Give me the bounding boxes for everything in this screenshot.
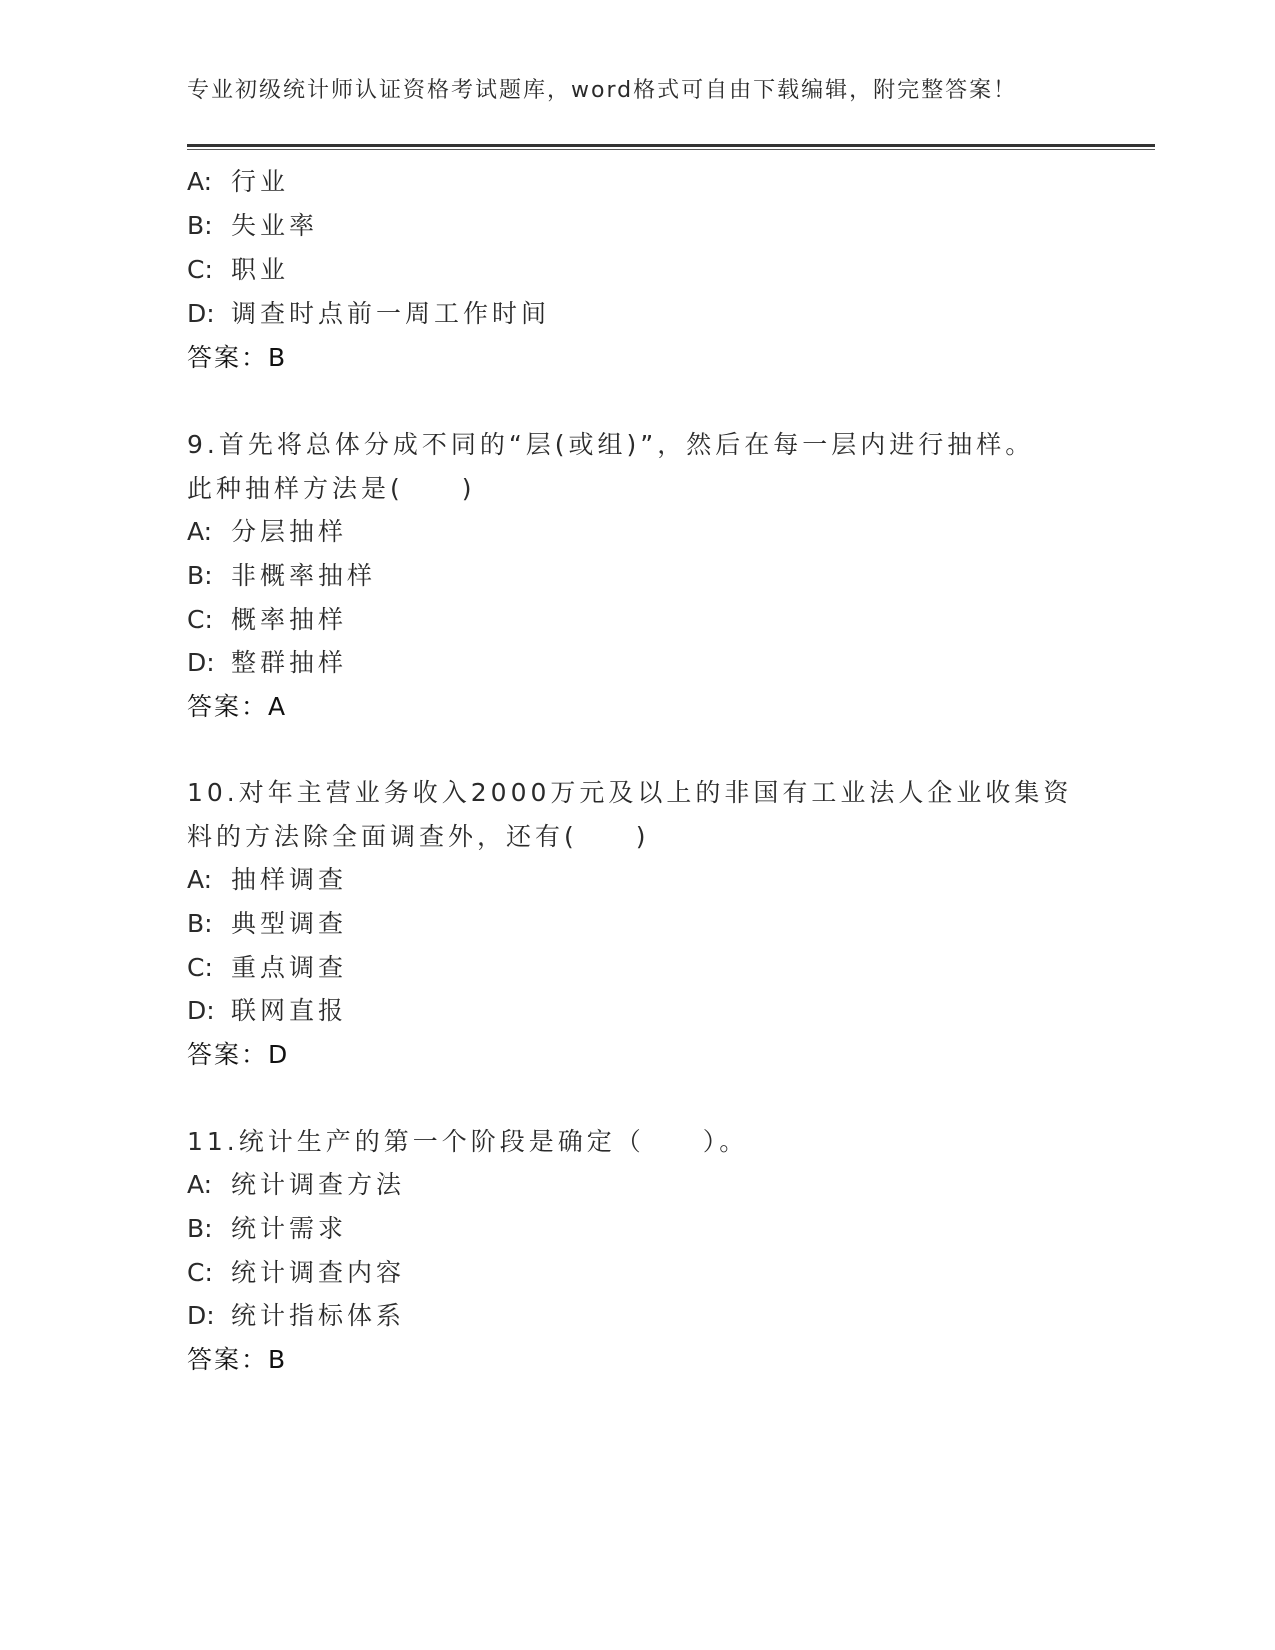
option-label: C: [187,605,213,634]
question-9-stem-line1: 9.首先将总体分成不同的“层(或组)”，然后在每一层内进行抽样。 [187,430,1035,459]
option-text: 整群抽样 [231,648,348,677]
option-text: 调查时点前一周工作时间 [231,299,551,328]
option-text: 重点调查 [231,953,348,982]
option-label: B: [187,1214,213,1243]
option-label: A: [187,865,213,894]
option-text: 行业 [231,167,290,196]
option-label: C: [187,1258,213,1287]
option-label: C: [187,953,213,982]
option-c [187,948,347,984]
option-d [187,1296,405,1332]
option-label: D: [187,648,215,677]
option-label: D: [187,299,215,328]
option-label: D: [187,1301,215,1330]
answer: 答案：D [187,1040,290,1069]
option-label: A: [187,517,213,546]
option-text: 典型调查 [231,909,348,938]
option-b [187,904,347,940]
option-d [187,294,550,330]
option-label: A: [187,167,213,196]
answer: 答案：B [187,343,288,372]
answer: 答案：A [187,692,288,721]
option-a [187,1165,405,1201]
option-text: 统计调查方法 [231,1170,406,1199]
option-label: D: [187,996,215,1025]
question-10-stem-line2: 料的方法除全面调查外，还有( ) [187,822,650,851]
option-text: 抽样调查 [231,865,348,894]
option-text: 统计指标体系 [231,1301,406,1330]
option-c [187,250,289,286]
option-text: 失业率 [231,211,319,240]
option-label: C: [187,255,213,284]
option-a [187,162,289,198]
header-divider-thick [187,144,1155,147]
option-text: 统计需求 [231,1214,348,1243]
option-label: B: [187,561,213,590]
option-a [187,512,347,548]
option-d [187,991,347,1027]
option-d [187,643,347,679]
question-9-stem-line2: 此种抽样方法是( ) [187,474,476,503]
option-text: 联网直报 [231,996,348,1025]
option-label: A: [187,1170,213,1199]
option-b [187,1209,347,1245]
option-c [187,600,347,636]
question-10-stem-line1: 10.对年主营业务收入2000万元及以上的非国有工业法人企业收集资 [187,778,1073,807]
option-b [187,556,376,592]
option-text: 概率抽样 [231,605,348,634]
option-a [187,860,347,896]
option-text: 统计调查内容 [231,1258,406,1287]
page-header: 专业初级统计师认证资格考试题库，word格式可自由下载编辑，附完整答案！ [187,78,1018,103]
option-text: 职业 [231,255,290,284]
option-label: B: [187,211,213,240]
option-c [187,1253,405,1289]
option-label: B: [187,909,213,938]
option-b [187,206,318,242]
option-text: 分层抽样 [231,517,348,546]
question-11-stem: 11.统计生产的第一个阶段是确定（ ）。 [187,1127,749,1156]
answer: 答案：B [187,1345,288,1374]
header-divider-thin [187,149,1155,150]
option-text: 非概率抽样 [231,561,377,590]
